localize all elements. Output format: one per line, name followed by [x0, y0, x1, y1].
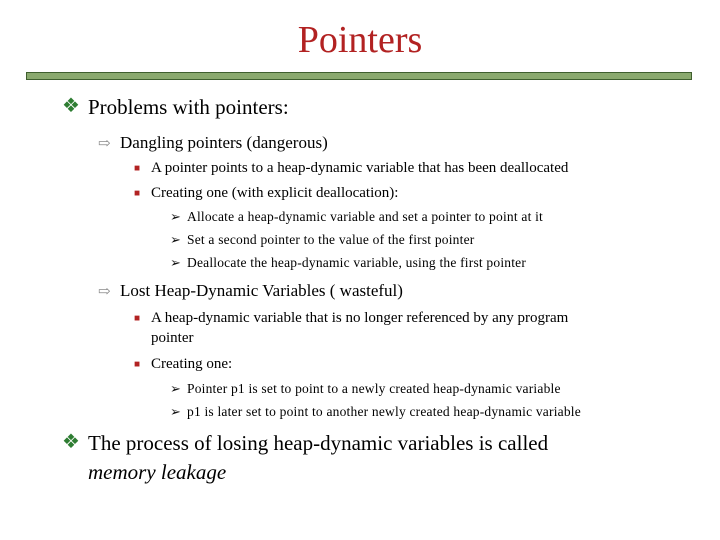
arrow-bullet-icon: ➢: [170, 404, 182, 419]
bullet-text: Creating one:: [151, 356, 233, 372]
square-bullet-icon: ■: [134, 188, 141, 199]
square-bullet-icon: ■: [134, 163, 141, 174]
bullet-text: The process of losing heap-dynamic variables is called: [88, 431, 549, 455]
bullet-text: A heap-dynamic variable that is no longer referenced by any program: [151, 310, 569, 326]
hollow-arrow-icon: ⇨: [98, 284, 111, 300]
bullet-text: Problems with pointers:: [88, 95, 289, 119]
square-bullet-icon: ■: [134, 313, 141, 324]
bullet-text: Allocate a heap-dynamic variable and set a pointer to point at it: [187, 209, 543, 224]
term-memory-leakage: memory leakage: [88, 460, 227, 484]
arrow-bullet-icon: ➢: [170, 255, 182, 270]
diamond-bullet-icon: ❖: [62, 431, 80, 453]
bullet-text-continued: pointer: [151, 330, 194, 346]
bullet-text: A pointer points to a heap-dynamic variable that has been deallocated: [151, 160, 569, 176]
arrow-bullet-icon: ➢: [170, 209, 182, 224]
bullet-text: Dangling pointers (dangerous): [120, 133, 328, 152]
bullet-text: Pointer p1 is set to point to a newly created heap-dynamic variable: [187, 381, 561, 396]
bullet-text: Deallocate the heap-dynamic variable, using the first pointer: [187, 255, 527, 270]
bullet-text: Set a second pointer to the value of the first pointer: [187, 232, 475, 247]
diamond-bullet-icon: ❖: [62, 95, 80, 117]
bullet-text: Creating one (with explicit deallocation):: [151, 185, 399, 201]
arrow-bullet-icon: ➢: [170, 232, 182, 247]
square-bullet-icon: ■: [134, 359, 141, 370]
bullet-text: p1 is later set to point to another newly created heap-dynamic variable: [187, 404, 581, 419]
title-divider: [26, 72, 692, 80]
arrow-bullet-icon: ➢: [170, 381, 182, 396]
hollow-arrow-icon: ⇨: [98, 136, 111, 152]
slide-title: Pointers: [297, 19, 423, 61]
bullet-text: Lost Heap-Dynamic Variables ( wasteful): [120, 281, 403, 300]
